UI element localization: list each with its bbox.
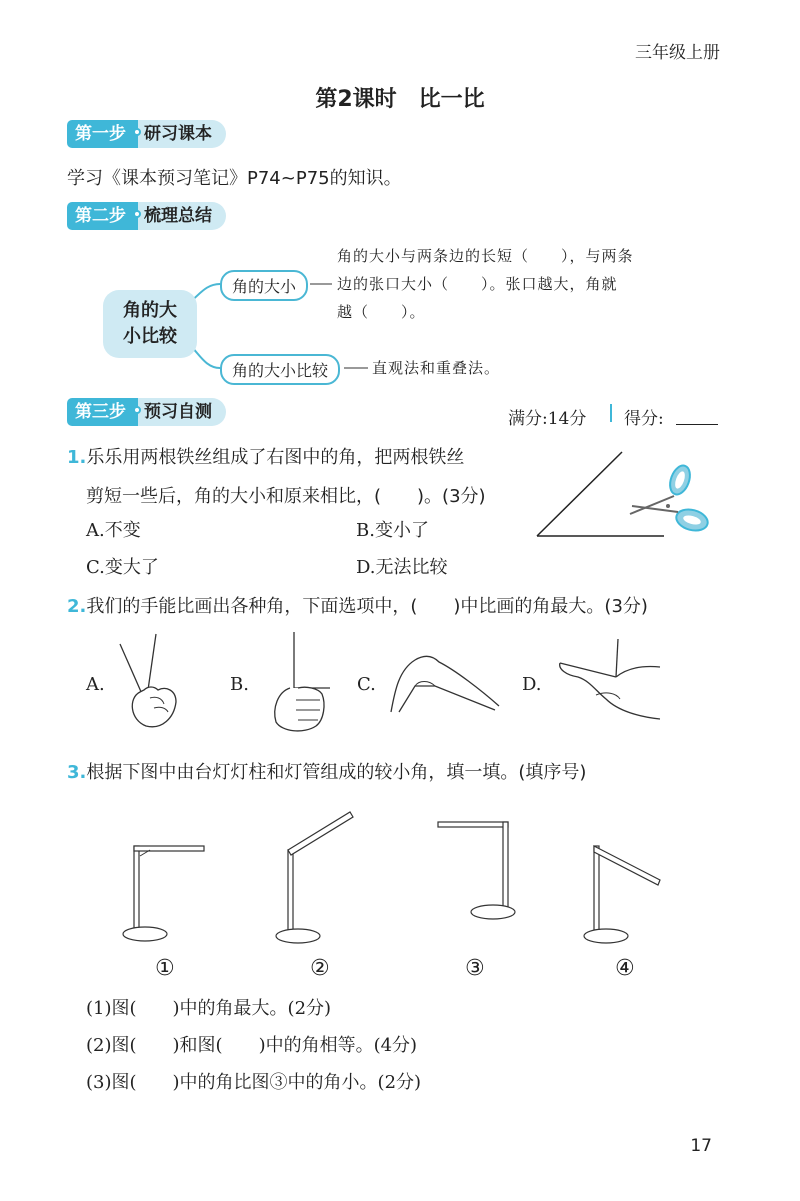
step1-text: 学习《课本预习笔记》P74~P75的知识。 bbox=[67, 168, 402, 189]
mindmap-node-angle-compare: 角的大小比较 bbox=[220, 354, 340, 385]
lamp-1-icon bbox=[123, 846, 204, 941]
lamp-label-2: ② bbox=[310, 956, 330, 981]
q3-sub3: (3)图( )中的角比图③中的角小。(2分) bbox=[86, 1072, 422, 1093]
lamp-4-icon bbox=[584, 846, 660, 943]
q1-option-a[interactable]: A.不变 bbox=[86, 520, 141, 541]
q2-option-c[interactable]: C. bbox=[357, 674, 376, 695]
q2-text: 2.我们的手能比画出各种角，下面选项中，( )中比画的角最大。(3分) bbox=[67, 596, 648, 617]
q1-option-b[interactable]: B.变小了 bbox=[356, 520, 429, 541]
q1-line2: 剪短一些后，角的大小和原来相比，( )。(3分) bbox=[86, 486, 486, 507]
grade-label: 三年级上册 bbox=[635, 43, 720, 63]
lamp-label-3: ③ bbox=[465, 956, 485, 981]
step1-label: 第一步 bbox=[67, 120, 138, 148]
node2-note: 直观法和重叠法。 bbox=[372, 359, 501, 377]
q2-option-d[interactable]: D. bbox=[522, 674, 542, 695]
step1-name: 研习课本 bbox=[138, 120, 226, 148]
step2-label: 第二步 bbox=[67, 202, 138, 230]
score-full: 满分:14分 bbox=[508, 409, 587, 429]
q1-option-c[interactable]: C.变大了 bbox=[86, 557, 159, 578]
lamp-label-4: ④ bbox=[615, 956, 635, 981]
node1-note: 角的大小与两条边的长短（ ），与两条 边的张口大小（ ）。张口越大，角就 越（ ）。 bbox=[337, 247, 634, 321]
q1-line1: 1.乐乐用两根铁丝组成了右图中的角，把两根铁丝 bbox=[67, 447, 465, 468]
mindmap-root: 角的大 小比较 bbox=[103, 290, 197, 358]
mindmap-node-angle-size: 角的大小 bbox=[220, 270, 308, 301]
step3-label: 第三步 bbox=[67, 398, 138, 426]
lamp-2-icon bbox=[276, 812, 353, 943]
lesson-title: 第2课时 比一比 bbox=[315, 87, 485, 112]
q1-option-d[interactable]: D.无法比较 bbox=[356, 557, 448, 578]
q3-text: 3.根据下图中由台灯灯柱和灯管组成的较小角，填一填。(填序号) bbox=[67, 762, 587, 783]
q2-option-a[interactable]: A. bbox=[86, 674, 105, 695]
q3-sub2: (2)图( )和图( )中的角相等。(4分) bbox=[86, 1035, 418, 1056]
q2-option-b[interactable]: B. bbox=[230, 674, 249, 695]
lamp-label-1: ① bbox=[155, 956, 175, 981]
step2-name: 梳理总结 bbox=[138, 202, 226, 230]
score-earned: 得分: bbox=[624, 409, 664, 429]
page-number: 17 bbox=[690, 1136, 712, 1156]
step3-name: 预习自测 bbox=[138, 398, 226, 426]
lamp-3-icon bbox=[438, 822, 515, 919]
q3-sub1: (1)图( )中的角最大。(2分) bbox=[86, 998, 332, 1019]
